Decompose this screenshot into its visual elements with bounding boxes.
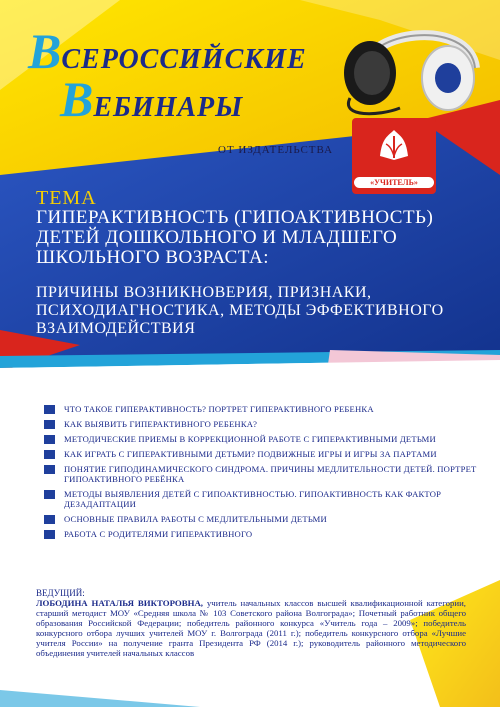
presenter-name: ЛОБОДИНА НАТАЛЬЯ ВИКТОРОВНА, [36,598,204,608]
presenter-bio [36,598,466,658]
brand-line-2-initial: В [60,71,94,127]
list-item [44,529,484,539]
list-item [44,514,484,524]
topic-text: КАК ВЫЯВИТЬ ГИПЕРАКТИВНОГО РЕБЕНКА? [64,419,258,429]
list-item [44,419,484,429]
topic-text: КАК ИГРАТЬ С ГИПЕРАКТИВНЫМИ ДЕТЬМИ? ПОДВИЖНЫЕ ИГРЫ И ИГРЫ ЗА ПАРТАМИ [64,449,437,459]
list-item [44,404,484,414]
publisher-logo-icon [352,118,436,194]
bullet-icon [44,465,55,474]
topic-text: МЕТОДИЧЕСКИЕ ПРИЕМЫ В КОРРЕКЦИОННОЙ РАБОТЕ С ГИПЕРАКТИВНЫМИ ДЕТЬМИ [64,434,436,444]
bullet-icon [44,405,55,414]
topic-text: ОСНОВНЫЕ ПРАВИЛА РАБОТЫ С МЕДЛИТЕЛЬНЫМИ ДЕТЬМИ [64,514,327,524]
webinar-title: ГИПЕРАКТИВНОСТЬ (ГИПОАКТИВНОСТЬ) ДЕТЕЙ ДОШКОЛЬНОГО И МЛАДШЕГО ШКОЛЬНОГО ВОЗРАСТА: [36,207,434,268]
brand-line-1-rest: СЕРОССИЙСКИЕ [61,44,307,75]
topic-list [44,404,484,544]
brand-line-2 [60,70,243,128]
publisher-prefix: ОТ ИЗДАТЕЛЬСТВА [218,144,334,156]
topic-text: МЕТОДЫ ВЫЯВЛЕНИЯ ДЕТЕЙ С ГИПОАКТИВНОСТЬЮ. ГИПОАКТИВНОСТЬ КАК ФАКТОР ДЕЗАДАПТАЦИИ [64,489,442,509]
bullet-icon [44,450,55,459]
topic-label: ТЕМА [36,187,97,209]
bullet-icon [44,530,55,539]
publisher-logo-label: «УЧИТЕЛЬ» [354,177,434,188]
topic-text: ПОНЯТИЕ ГИПОДИНАМИЧЕСКОГО СИНДРОМА. ПРИЧИНЫ МЕДЛИТЕЛЬНОСТИ ДЕТЕЙ. ПОРТРЕТ ГИПОАКТИВНОГО РЕБЁНКА [64,464,477,484]
brand-line-1-initial: В [28,23,62,79]
topic-text: ЧТО ТАКОЕ ГИПЕРАКТИВНОСТЬ? ПОРТРЕТ ГИПЕРАКТИВНОГО РЕБЕНКА [64,404,374,414]
list-item [44,449,484,459]
webinar-subtitle: ПРИЧИНЫ ВОЗНИКНОВЕРИЯ, ПРИЗНАКИ, ПСИХОДИАГНОСТИКА, МЕТОДЫ ЭФФЕКТИВНОГО ВЗАИМОДЕЙСТВИЯ [36,284,444,337]
presenter-label: ВЕДУЩИЙ: [36,588,85,598]
headphones-icon [340,8,490,118]
list-item [44,489,484,509]
bullet-icon [44,490,55,499]
topic-text: РАБОТА С РОДИТЕЛЯМИ ГИПЕРАКТИВНОГО [64,529,253,539]
brand-line-2-rest: ЕБИНАРЫ [93,92,244,123]
book-emblem-icon [378,126,410,164]
bullet-icon [44,435,55,444]
list-item [44,434,484,444]
presenter-description: учитель начальных классов высшей квалификационной категории, старший методист МОУ «Средняя школа № 103 Советского района Волгограда»; Почетный работник общего образования Российской Федерации; победитель районного конкурса «Учитель года – 2009»; победитель конкурсного отбора лучших учителей МОУ г. Волгограда (2011 г.); победитель конкурсного отбора «Лучшие учителя России» на получение гранта Президента РФ (2014 г.); руководитель районного методического объединения учителей начальных классов [36,598,466,658]
list-item [44,464,484,484]
bullet-icon [44,515,55,524]
bullet-icon [44,420,55,429]
